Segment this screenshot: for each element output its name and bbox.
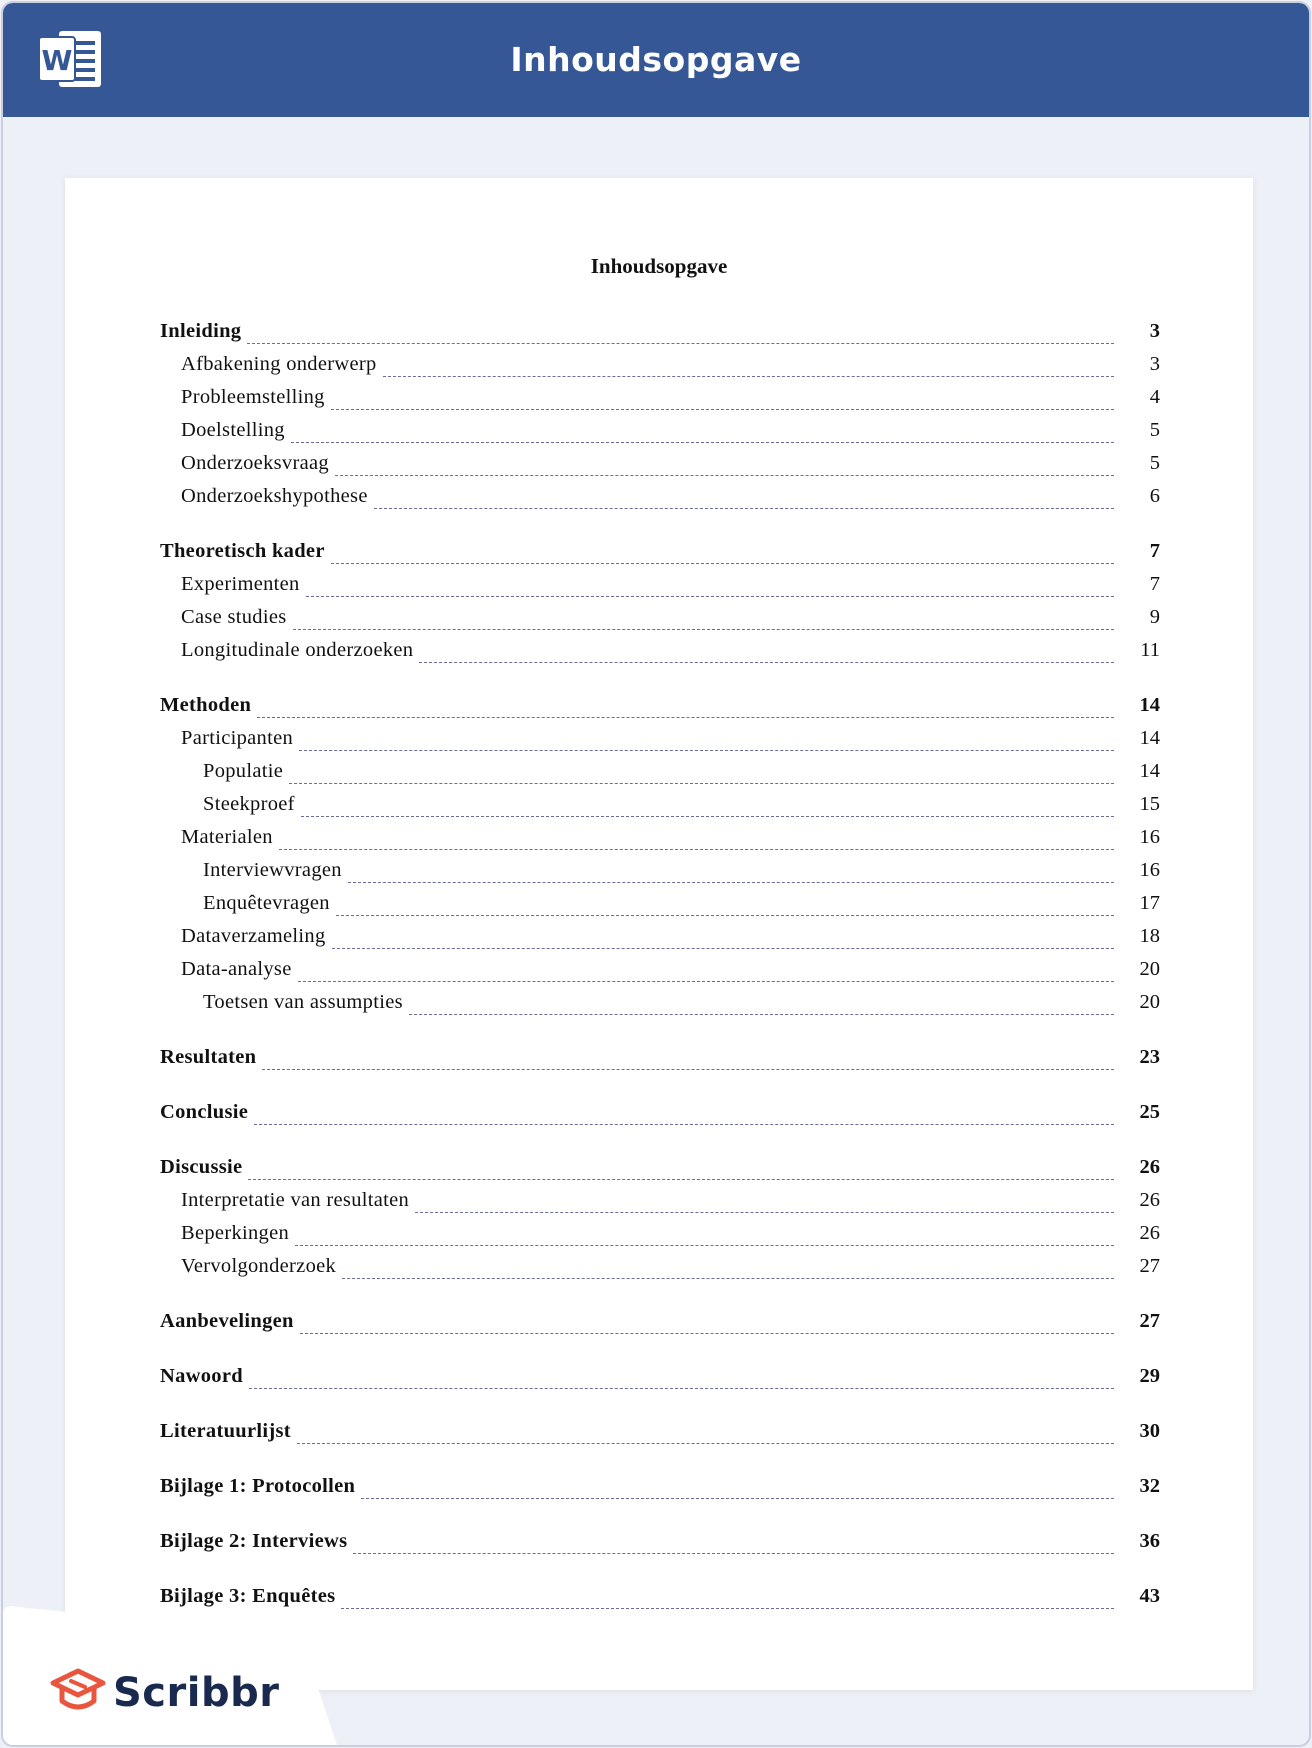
toc-entry[interactable]	[160, 419, 1160, 452]
toc-entry-label: Conclusie	[160, 1101, 249, 1123]
toc-entry[interactable]	[160, 727, 1160, 760]
toc-dot-leader	[257, 717, 1114, 718]
toc-entry-label: Inleiding	[160, 320, 242, 342]
toc-dot-leader	[299, 750, 1114, 751]
toc-entry-page-number: 17	[1139, 892, 1160, 914]
toc-entry-label: Enquêtevragen	[203, 892, 330, 914]
toc-entry[interactable]	[160, 386, 1160, 419]
toc-entry-label: Resultaten	[160, 1046, 257, 1068]
toc-dot-leader	[298, 981, 1114, 982]
toc-entry-page-number: 20	[1139, 958, 1160, 980]
toc-entry-page-number: 9	[1149, 606, 1160, 628]
toc-entry-label: Materialen	[181, 826, 273, 848]
toc-entry-page-number: 3	[1149, 353, 1160, 375]
toc-entry[interactable]	[160, 1156, 1160, 1189]
toc-dot-leader	[348, 882, 1114, 883]
toc-entry-label: Literatuurlijst	[160, 1420, 291, 1442]
toc-dot-leader	[415, 1212, 1114, 1213]
toc-entry[interactable]	[160, 639, 1160, 672]
toc-entry-label: Nawoord	[160, 1365, 243, 1387]
toc-entry-page-number: 23	[1139, 1046, 1160, 1068]
toc-entry[interactable]	[160, 1101, 1160, 1134]
document-page	[65, 178, 1253, 1690]
toc-entry-label: Populatie	[203, 760, 284, 782]
toc-entry[interactable]	[160, 859, 1160, 892]
toc-entry[interactable]	[160, 1365, 1160, 1398]
toc-entry-page-number: 36	[1139, 1530, 1160, 1552]
toc-entry-label: Toetsen van assumpties	[203, 991, 403, 1013]
toc-entry-page-number: 26	[1139, 1189, 1160, 1211]
toc-entry[interactable]	[160, 760, 1160, 793]
toc-entry-page-number: 32	[1139, 1475, 1160, 1497]
header-title: Inhoudsopgave	[510, 40, 802, 79]
toc-entry-label: Participanten	[181, 727, 294, 749]
toc-entry-page-number: 15	[1139, 793, 1160, 815]
toc-dot-leader	[336, 915, 1114, 916]
toc-entry-page-number: 27	[1139, 1255, 1160, 1277]
toc-entry-page-number: 7	[1149, 573, 1160, 595]
toc-entry[interactable]	[160, 892, 1160, 925]
toc-entry-label: Afbakening onderwerp	[181, 353, 377, 375]
toc-dot-leader	[279, 849, 1114, 850]
toc-entry-page-number: 18	[1139, 925, 1160, 947]
toc-entry[interactable]	[160, 452, 1160, 485]
toc-entry[interactable]	[160, 573, 1160, 606]
toc-entry-page-number: 30	[1139, 1420, 1160, 1442]
toc-entry-label: Data-analyse	[181, 958, 292, 980]
toc-entry[interactable]	[160, 694, 1160, 727]
toc-entry-label: Discussie	[160, 1156, 243, 1178]
toc-dot-leader	[247, 343, 1114, 344]
toc-dot-leader	[297, 1443, 1114, 1444]
toc-entry-label: Onderzoekshypothese	[181, 485, 368, 507]
toc-entry-page-number: 3	[1149, 320, 1160, 342]
toc-entry-page-number: 20	[1139, 991, 1160, 1013]
toc-entry-page-number: 26	[1139, 1156, 1160, 1178]
toc-dot-leader	[248, 1179, 1114, 1180]
toc-entry-page-number: 27	[1139, 1310, 1160, 1332]
toc-dot-leader	[342, 1278, 1114, 1279]
toc-entry-label: Case studies	[181, 606, 287, 628]
toc-dot-leader	[335, 475, 1114, 476]
toc-entry-label: Doelstelling	[181, 419, 285, 441]
toc-entry[interactable]	[160, 540, 1160, 573]
toc-dot-leader	[254, 1124, 1114, 1125]
toc-entry-page-number: 5	[1149, 419, 1160, 441]
toc-dot-leader	[374, 508, 1114, 509]
toc-entry-page-number: 6	[1149, 485, 1160, 507]
toc-dot-leader	[409, 1014, 1114, 1015]
toc-dot-leader	[353, 1553, 1114, 1554]
toc-entry-page-number: 16	[1139, 859, 1160, 881]
toc-entry-label: Onderzoeksvraag	[181, 452, 329, 474]
toc-entry[interactable]	[160, 1530, 1160, 1563]
toc-entry-label: Interpretatie van resultaten	[181, 1189, 410, 1211]
toc-entry[interactable]	[160, 1189, 1160, 1222]
toc-entry-page-number: 5	[1149, 452, 1160, 474]
toc-entry-page-number: 7	[1149, 540, 1160, 562]
toc-entry[interactable]	[160, 1475, 1160, 1508]
toc-entry[interactable]	[160, 1420, 1160, 1453]
toc-dot-leader	[341, 1608, 1114, 1609]
toc-entry-label: Vervolgonderzoek	[181, 1255, 337, 1277]
toc-entry-label: Bijlage 1: Protocollen	[160, 1475, 356, 1497]
toc-dot-leader	[301, 816, 1114, 817]
toc-entry[interactable]	[160, 958, 1160, 991]
toc-entry-label: Experimenten	[181, 573, 300, 595]
toc-dot-leader	[419, 662, 1114, 663]
toc-entry[interactable]	[160, 485, 1160, 518]
toc-dot-leader	[293, 629, 1114, 630]
table-of-contents	[160, 320, 1160, 1618]
toc-dot-leader	[361, 1498, 1114, 1499]
toc-entry-page-number: 43	[1139, 1585, 1160, 1607]
toc-entry[interactable]	[160, 1046, 1160, 1079]
toc-dot-leader	[249, 1388, 1114, 1389]
toc-entry-page-number: 14	[1139, 727, 1160, 749]
toc-entry[interactable]	[160, 320, 1160, 353]
toc-dot-leader	[300, 1333, 1114, 1334]
document-title: Inhoudsopgave	[590, 254, 728, 278]
toc-entry-page-number: 25	[1139, 1101, 1160, 1123]
toc-entry-label: Dataverzameling	[181, 925, 326, 947]
toc-entry-label: Interviewvragen	[203, 859, 342, 881]
toc-entry-page-number: 4	[1149, 386, 1160, 408]
toc-entry-label: Steekproef	[203, 793, 295, 815]
toc-entry-page-number: 26	[1139, 1222, 1160, 1244]
toc-entry-label: Methoden	[160, 694, 252, 716]
toc-entry-label: Bijlage 2: Interviews	[160, 1530, 348, 1552]
toc-dot-leader	[331, 563, 1114, 564]
toc-entry-label: Probleemstelling	[181, 386, 325, 408]
toc-entry-label: Beperkingen	[181, 1222, 290, 1244]
toc-entry[interactable]	[160, 925, 1160, 958]
toc-dot-leader	[289, 783, 1114, 784]
toc-entry-page-number: 29	[1139, 1365, 1160, 1387]
toc-entry-label: Theoretisch kader	[160, 540, 325, 562]
toc-entry-page-number: 14	[1139, 760, 1160, 782]
toc-dot-leader	[295, 1245, 1114, 1246]
svg-text:W: W	[41, 44, 73, 77]
toc-entry[interactable]	[160, 1310, 1160, 1343]
toc-entry-page-number: 16	[1139, 826, 1160, 848]
toc-dot-leader	[331, 409, 1114, 410]
toc-entry[interactable]	[160, 353, 1160, 386]
toc-entry-label: Aanbevelingen	[160, 1310, 294, 1332]
toc-entry[interactable]	[160, 826, 1160, 859]
toc-dot-leader	[291, 442, 1114, 443]
toc-entry[interactable]	[160, 606, 1160, 639]
toc-dot-leader	[383, 376, 1114, 377]
toc-entry-label: Longitudinale onderzoeken	[181, 639, 414, 661]
toc-entry[interactable]	[160, 1222, 1160, 1255]
toc-entry[interactable]	[160, 1255, 1160, 1288]
scribbr-brand-name: Scribbr	[113, 1670, 280, 1716]
toc-entry[interactable]	[160, 991, 1160, 1024]
toc-entry[interactable]	[160, 793, 1160, 826]
toc-dot-leader	[306, 596, 1114, 597]
header-bar	[3, 3, 1309, 117]
toc-dot-leader	[332, 948, 1114, 949]
toc-entry-page-number: 14	[1139, 694, 1160, 716]
screen-frame	[1, 1, 1311, 1747]
toc-dot-leader	[262, 1069, 1114, 1070]
toc-entry-label: Bijlage 3: Enquêtes	[160, 1585, 336, 1607]
toc-entry-page-number: 11	[1140, 639, 1160, 661]
scribbr-logo-icon	[49, 1667, 107, 1715]
